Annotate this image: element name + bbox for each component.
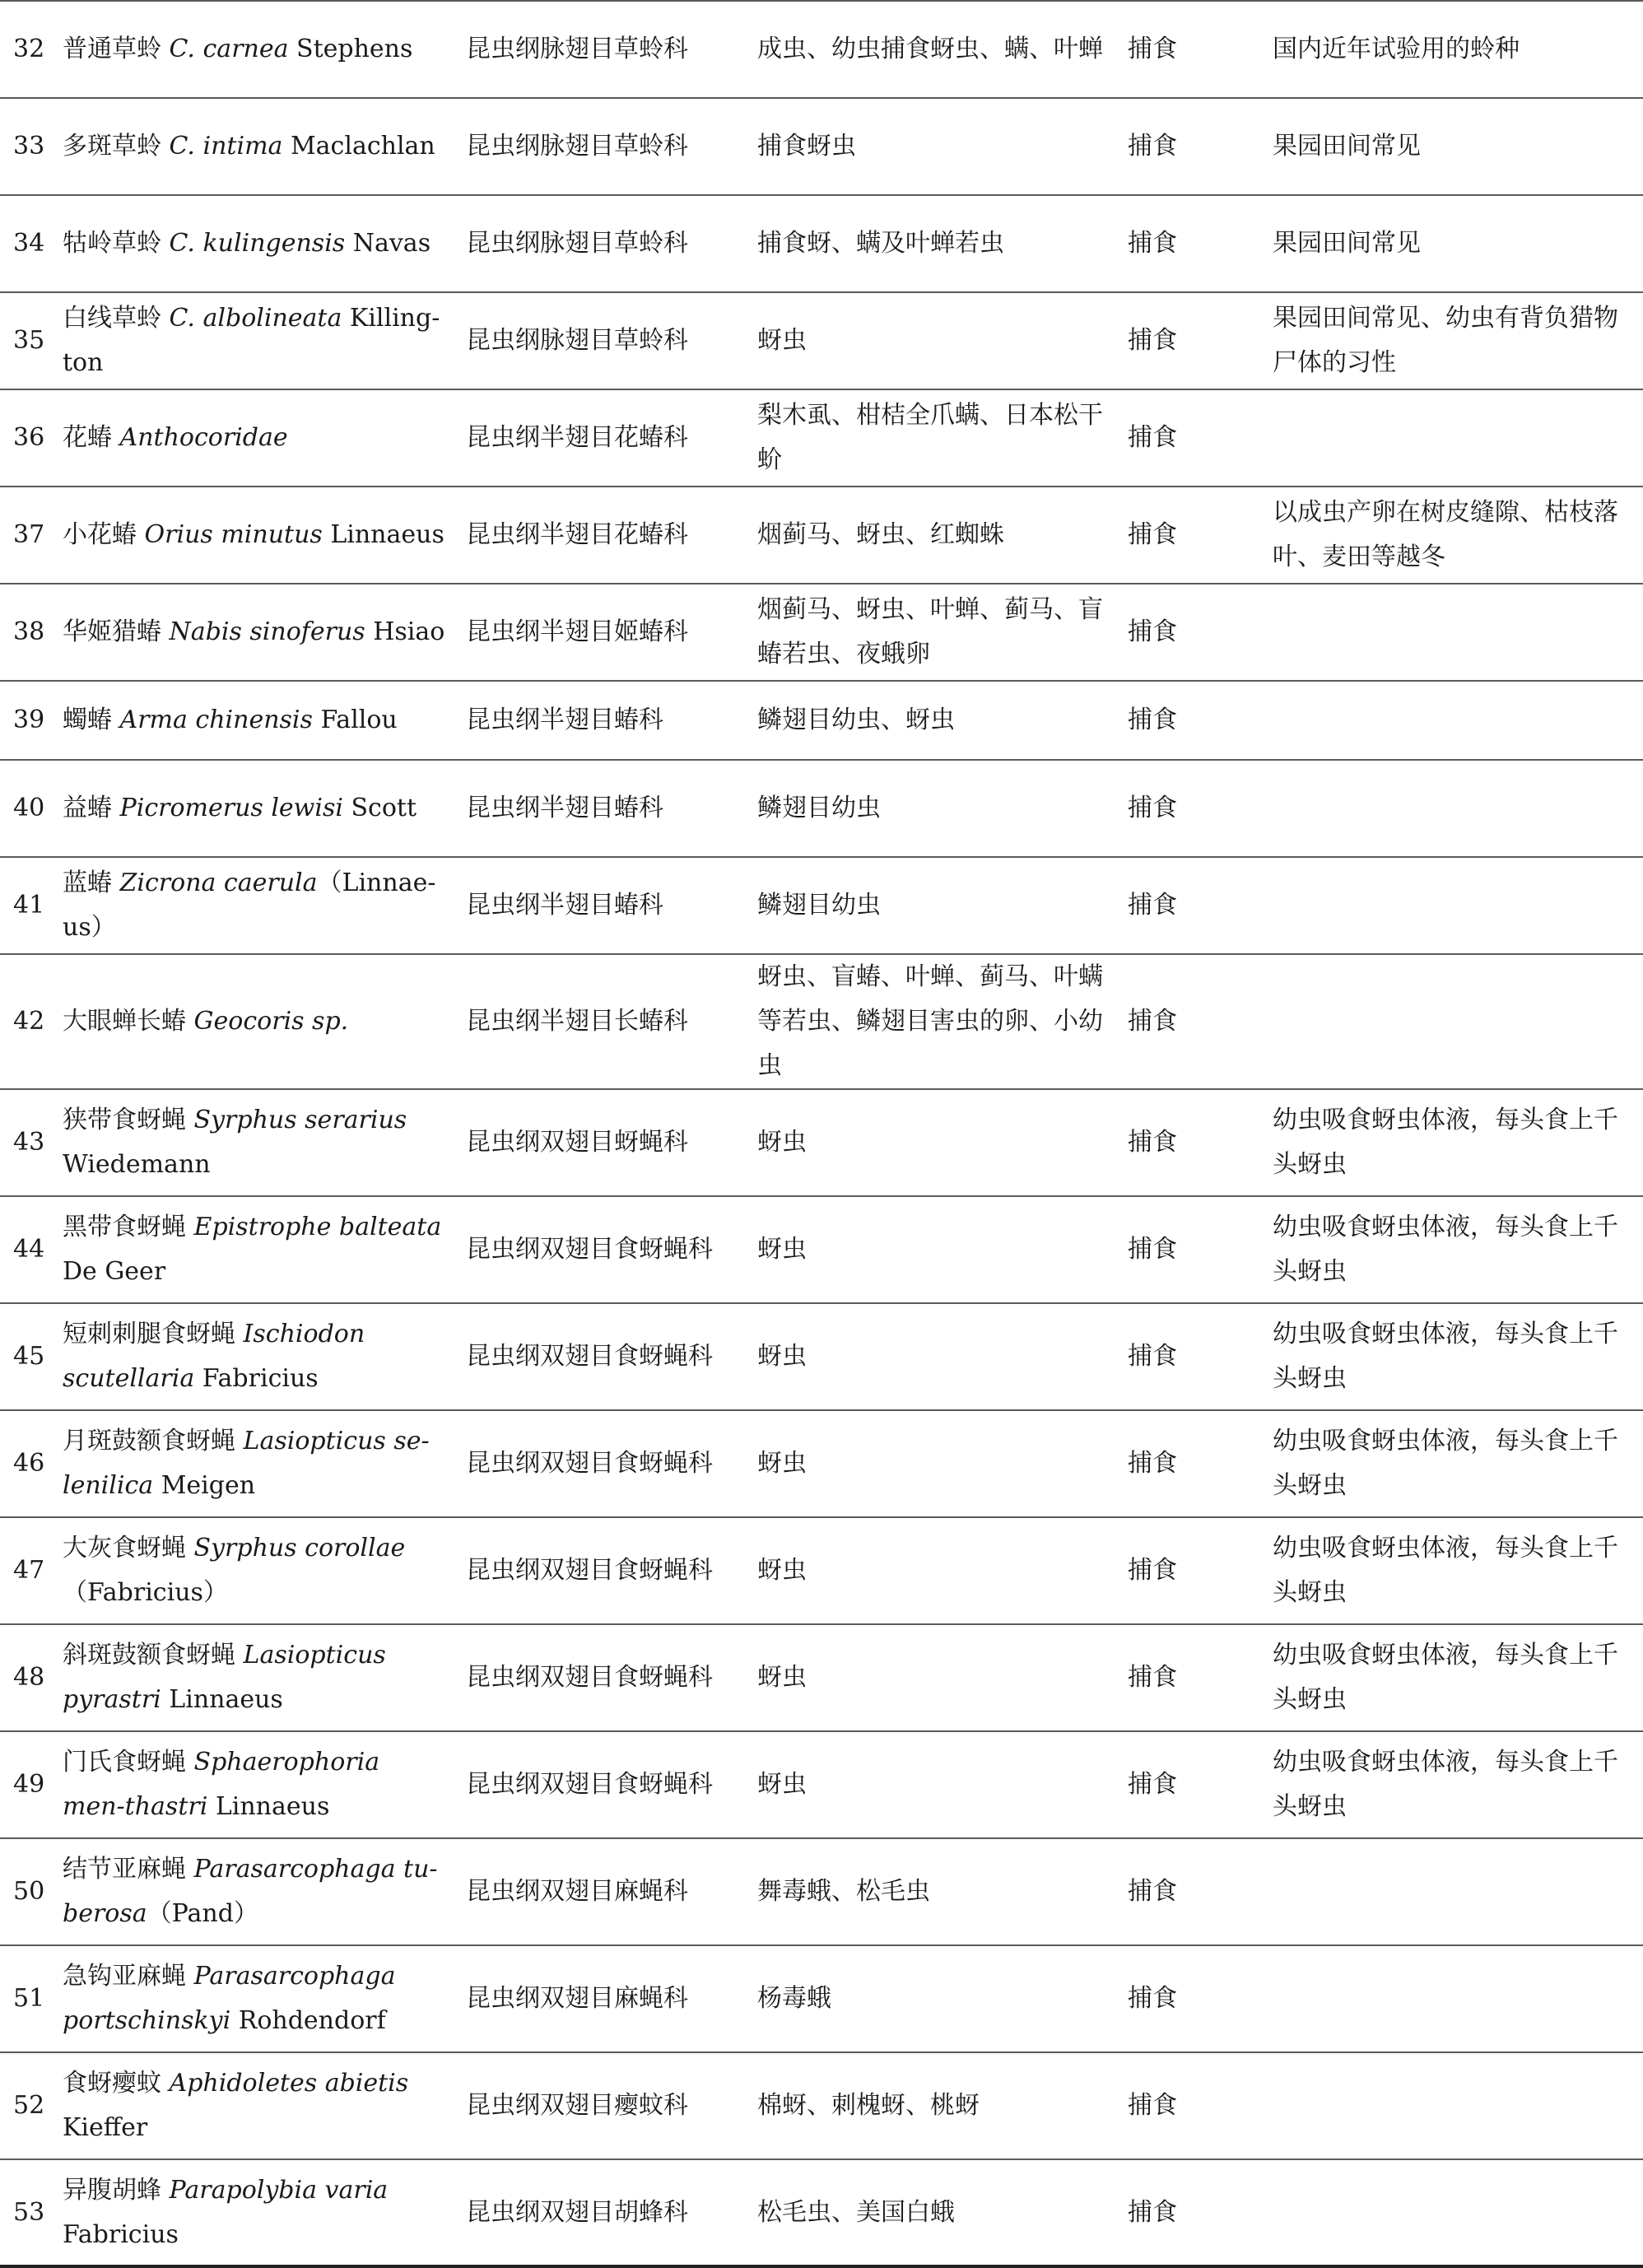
mode-cell: 捕食 <box>1128 487 1273 584</box>
species-author: Fabricius <box>63 2219 179 2249</box>
taxonomy-cell: 昆虫纲半翅目姬蝽科 <box>466 584 757 681</box>
prey-cell: 捕食蚜、螨及叶蝉若虫 <box>757 195 1128 292</box>
prey-cell: 松毛虫、美国白蛾 <box>757 2159 1128 2266</box>
note-cell: 幼虫吸食蚜虫体液，每头食上千头蚜虫 <box>1273 1517 1643 1624</box>
species-scientific-name: Nabis sinoferus <box>169 617 365 646</box>
mode-cell: 捕食 <box>1128 584 1273 681</box>
prey-cell: 成虫、幼虫捕食蚜虫、螨、叶蝉 <box>757 1 1128 98</box>
species-common-name: 食蚜瘿蚊 <box>63 2069 170 2098</box>
row-number: 39 <box>0 681 63 760</box>
table-row <box>0 1089 1643 1196</box>
taxonomy-cell: 昆虫纲双翅目蚜蝇科 <box>466 1089 757 1196</box>
species-common-name: 小花蝽 <box>63 520 145 549</box>
species-name-cell <box>63 760 466 857</box>
taxonomy-cell: 昆虫纲半翅目长蝽科 <box>466 954 757 1089</box>
species-author: Maclachlan <box>282 132 435 161</box>
species-name-cell <box>63 1731 466 1838</box>
note-cell: 幼虫吸食蚜虫体液，每头食上千头蚜虫 <box>1273 1731 1643 1838</box>
row-number: 42 <box>0 954 63 1089</box>
species-author: Fallou <box>312 706 398 734</box>
table-row <box>0 1196 1643 1303</box>
table-row <box>0 1 1643 98</box>
species-name-cell <box>63 1410 466 1517</box>
taxonomy-cell: 昆虫纲双翅目食蚜蝇科 <box>466 1196 757 1303</box>
table-row <box>0 98 1643 195</box>
note-cell <box>1273 857 1643 954</box>
prey-cell: 鳞翅目幼虫 <box>757 857 1128 954</box>
mode-cell: 捕食 <box>1128 1196 1273 1303</box>
row-number: 51 <box>0 1945 63 2052</box>
species-common-name: 普通草蛉 <box>63 35 170 63</box>
species-author: Fabricius <box>194 1364 319 1393</box>
species-common-name: 花蝽 <box>63 423 120 452</box>
taxonomy-cell: 昆虫纲双翅目瘿蚊科 <box>466 2052 757 2159</box>
species-common-name: 益蝽 <box>63 794 120 822</box>
species-scientific-name: C. intima <box>169 132 283 161</box>
species-common-name: 急钩亚麻蝇 <box>63 1962 194 1991</box>
species-name-cell <box>63 584 466 681</box>
species-scientific-name: Anthocoridae <box>119 423 288 452</box>
note-cell: 幼虫吸食蚜虫体液，每头食上千头蚜虫 <box>1273 1196 1643 1303</box>
taxonomy-cell: 昆虫纲双翅目食蚜蝇科 <box>466 1517 757 1624</box>
note-cell: 以成虫产卵在树皮缝隙、枯枝落叶、麦田等越冬 <box>1273 487 1643 584</box>
taxonomy-cell: 昆虫纲半翅目蝽科 <box>466 857 757 954</box>
species-name-cell <box>63 681 466 760</box>
taxonomy-cell: 昆虫纲双翅目食蚜蝇科 <box>466 1303 757 1410</box>
species-scientific-name: Epistrophe balteata <box>193 1213 442 1241</box>
taxonomy-cell: 昆虫纲双翅目食蚜蝇科 <box>466 1731 757 1838</box>
row-number: 53 <box>0 2159 63 2266</box>
taxonomy-cell: 昆虫纲脉翅目草蛉科 <box>466 292 757 389</box>
row-number: 45 <box>0 1303 63 1410</box>
prey-cell: 蚜虫 <box>757 1410 1128 1517</box>
species-common-name: 大眼蝉长蝽 <box>63 1007 194 1036</box>
taxonomy-cell: 昆虫纲半翅目蝽科 <box>466 681 757 760</box>
species-scientific-name: Lasiopticus pyrastri <box>63 1641 386 1714</box>
species-name-cell <box>63 1945 466 2052</box>
mode-cell: 捕食 <box>1128 1838 1273 1945</box>
prey-cell: 蚜虫 <box>757 1624 1128 1731</box>
table-row <box>0 954 1643 1089</box>
species-author: Killing-ton <box>63 304 440 377</box>
row-number: 34 <box>0 195 63 292</box>
table-row <box>0 389 1643 487</box>
mode-cell: 捕食 <box>1128 98 1273 195</box>
taxonomy-cell: 昆虫纲半翅目蝽科 <box>466 760 757 857</box>
species-name-cell <box>63 1303 466 1410</box>
note-cell <box>1273 2052 1643 2159</box>
prey-cell: 蚜虫 <box>757 1303 1128 1410</box>
mode-cell: 捕食 <box>1128 195 1273 292</box>
table-row <box>0 2052 1643 2159</box>
species-author: Kieffer <box>63 2113 148 2142</box>
mode-cell: 捕食 <box>1128 1731 1273 1838</box>
row-number: 52 <box>0 2052 63 2159</box>
species-name-cell <box>63 195 466 292</box>
species-common-name: 多斑草蛉 <box>63 132 170 161</box>
table-row <box>0 857 1643 954</box>
note-cell <box>1273 681 1643 760</box>
species-name-cell <box>63 954 466 1089</box>
species-author: Navas <box>345 229 431 258</box>
note-cell <box>1273 2159 1643 2266</box>
table-row <box>0 584 1643 681</box>
species-common-name: 短刺刺腿食蚜蝇 <box>63 1320 244 1348</box>
table-row <box>0 1303 1643 1410</box>
mode-cell: 捕食 <box>1128 681 1273 760</box>
table-row <box>0 292 1643 389</box>
species-scientific-name: Parasarcophaga tu-berosa <box>63 1855 438 1928</box>
row-number: 40 <box>0 760 63 857</box>
note-cell <box>1273 584 1643 681</box>
note-cell <box>1273 389 1643 487</box>
species-common-name: 白线草蛉 <box>63 304 170 333</box>
species-scientific-name: Parasarcophaga portschinskyi <box>63 1962 396 2035</box>
mode-cell: 捕食 <box>1128 857 1273 954</box>
mode-cell: 捕食 <box>1128 1624 1273 1731</box>
note-cell: 幼虫吸食蚜虫体液，每头食上千头蚜虫 <box>1273 1624 1643 1731</box>
row-number: 38 <box>0 584 63 681</box>
prey-cell: 蚜虫、盲蝽、叶蝉、蓟马、叶螨等若虫、鳞翅目害虫的卵、小幼虫 <box>757 954 1128 1089</box>
taxonomy-cell: 昆虫纲半翅目花蝽科 <box>466 487 757 584</box>
species-author: （Linnae-us） <box>63 869 436 942</box>
species-name-cell <box>63 1196 466 1303</box>
species-scientific-name: C. carnea <box>169 35 289 63</box>
species-common-name: 门氏食蚜蝇 <box>63 1748 194 1777</box>
species-common-name: 黑带食蚜蝇 <box>63 1213 194 1241</box>
table-row <box>0 1945 1643 2052</box>
prey-cell: 烟蓟马、蚜虫、叶蝉、蓟马、盲蝽若虫、夜蛾卵 <box>757 584 1128 681</box>
prey-cell: 鳞翅目幼虫 <box>757 760 1128 857</box>
species-author: Wiedemann <box>63 1150 211 1179</box>
species-scientific-name: Lasiopticus se-lenilica <box>63 1427 430 1500</box>
prey-cell: 舞毒蛾、松毛虫 <box>757 1838 1128 1945</box>
prey-cell: 棉蚜、刺槐蚜、桃蚜 <box>757 2052 1128 2159</box>
note-cell <box>1273 760 1643 857</box>
mode-cell: 捕食 <box>1128 1410 1273 1517</box>
species-author: Hsiao <box>365 617 445 646</box>
row-number: 37 <box>0 487 63 584</box>
note-cell: 果园田间常见 <box>1273 195 1643 292</box>
table-body <box>0 1 1643 2266</box>
species-common-name: 蓝蝽 <box>63 869 120 897</box>
row-number: 43 <box>0 1089 63 1196</box>
species-scientific-name: Ischiodon scutellaria <box>63 1320 365 1393</box>
species-scientific-name: Parapolybia varia <box>169 2175 389 2205</box>
table-row <box>0 681 1643 760</box>
note-cell: 幼虫吸食蚜虫体液，每头食上千头蚜虫 <box>1273 1303 1643 1410</box>
row-number: 32 <box>0 1 63 98</box>
row-number: 44 <box>0 1196 63 1303</box>
species-name-cell <box>63 1624 466 1731</box>
species-scientific-name: Syrphus serarius <box>193 1106 407 1134</box>
taxonomy-cell: 昆虫纲双翅目麻蝇科 <box>466 1945 757 2052</box>
species-scientific-name: C. albolineata <box>169 304 342 333</box>
mode-cell: 捕食 <box>1128 1 1273 98</box>
table-row <box>0 487 1643 584</box>
prey-cell: 烟蓟马、蚜虫、红蜘蛛 <box>757 487 1128 584</box>
mode-cell: 捕食 <box>1128 389 1273 487</box>
species-name-cell <box>63 2052 466 2159</box>
species-name-cell <box>63 1517 466 1624</box>
row-number: 49 <box>0 1731 63 1838</box>
taxonomy-cell: 昆虫纲双翅目食蚜蝇科 <box>466 1624 757 1731</box>
species-author: De Geer <box>63 1257 166 1286</box>
note-cell: 幼虫吸食蚜虫体液，每头食上千头蚜虫 <box>1273 1410 1643 1517</box>
species-author: Linnaeus <box>322 520 444 549</box>
mode-cell: 捕食 <box>1128 1517 1273 1624</box>
prey-cell: 梨木虱、柑桔全爪螨、日本松干蚧 <box>757 389 1128 487</box>
species-author: Scott <box>342 794 417 822</box>
species-scientific-name: Picromerus lewisi <box>119 794 343 822</box>
species-name-cell <box>63 389 466 487</box>
mode-cell: 捕食 <box>1128 954 1273 1089</box>
species-scientific-name: Sphaerophoria men-thastri <box>63 1748 380 1821</box>
species-scientific-name: Aphidoletes abietis <box>169 2069 409 2098</box>
note-cell <box>1273 1945 1643 2052</box>
species-author: Stephens <box>288 35 413 63</box>
species-scientific-name: Syrphus corollae <box>193 1534 406 1562</box>
table-row <box>0 1838 1643 1945</box>
species-name-cell <box>63 1 466 98</box>
note-cell: 国内近年试验用的蛉种 <box>1273 1 1643 98</box>
row-number: 33 <box>0 98 63 195</box>
species-author: （Pand） <box>147 1899 258 1928</box>
taxonomy-cell: 昆虫纲脉翅目草蛉科 <box>466 195 757 292</box>
table-row <box>0 1731 1643 1838</box>
species-name-cell <box>63 487 466 584</box>
species-name-cell <box>63 98 466 195</box>
species-common-name: 华姬猎蝽 <box>63 617 170 646</box>
species-common-name: 牯岭草蛉 <box>63 229 170 258</box>
note-cell <box>1273 954 1643 1089</box>
species-common-name: 狭带食蚜蝇 <box>63 1106 194 1134</box>
row-number: 46 <box>0 1410 63 1517</box>
note-cell: 果园田间常见 <box>1273 98 1643 195</box>
mode-cell: 捕食 <box>1128 2052 1273 2159</box>
species-author: （Fabricius） <box>63 1578 228 1607</box>
prey-cell: 蚜虫 <box>757 1196 1128 1303</box>
mode-cell: 捕食 <box>1128 1303 1273 1410</box>
mode-cell: 捕食 <box>1128 2159 1273 2266</box>
species-author: Meigen <box>153 1471 256 1500</box>
row-number: 47 <box>0 1517 63 1624</box>
row-number: 50 <box>0 1838 63 1945</box>
species-common-name: 蠋蝽 <box>63 706 120 734</box>
taxonomy-cell: 昆虫纲脉翅目草蛉科 <box>466 1 757 98</box>
mode-cell: 捕食 <box>1128 1089 1273 1196</box>
table-row <box>0 1410 1643 1517</box>
species-scientific-name: Orius minutus <box>144 520 323 549</box>
prey-cell: 鳞翅目幼虫、蚜虫 <box>757 681 1128 760</box>
row-number: 48 <box>0 1624 63 1731</box>
prey-cell: 蚜虫 <box>757 1517 1128 1624</box>
species-scientific-name: C. kulingensis <box>169 229 346 258</box>
species-author: Rohdendorf <box>230 2006 386 2035</box>
row-number: 36 <box>0 389 63 487</box>
species-author: Linnaeus <box>207 1792 330 1821</box>
species-scientific-name: Zicrona caerula <box>119 869 318 897</box>
species-name-cell <box>63 2159 466 2266</box>
species-scientific-name: Geocoris sp. <box>193 1007 349 1036</box>
table-row <box>0 195 1643 292</box>
species-name-cell <box>63 292 466 389</box>
row-number: 35 <box>0 292 63 389</box>
table-row <box>0 760 1643 857</box>
table-row <box>0 1624 1643 1731</box>
prey-cell: 蚜虫 <box>757 1089 1128 1196</box>
mode-cell: 捕食 <box>1128 760 1273 857</box>
table-row <box>0 1517 1643 1624</box>
species-common-name: 异腹胡蜂 <box>63 2175 170 2205</box>
table-row <box>0 2159 1643 2266</box>
species-common-name: 月斑鼓额食蚜蝇 <box>63 1427 244 1455</box>
taxonomy-cell: 昆虫纲脉翅目草蛉科 <box>466 98 757 195</box>
prey-cell: 杨毒蛾 <box>757 1945 1128 2052</box>
mode-cell: 捕食 <box>1128 292 1273 389</box>
note-cell: 果园田间常见、幼虫有背负猎物尸体的习性 <box>1273 292 1643 389</box>
row-number: 41 <box>0 857 63 954</box>
species-name-cell <box>63 1089 466 1196</box>
prey-cell: 蚜虫 <box>757 1731 1128 1838</box>
species-common-name: 结节亚麻蝇 <box>63 1855 194 1884</box>
species-common-name: 斜斑鼓额食蚜蝇 <box>63 1641 244 1670</box>
taxonomy-cell: 昆虫纲双翅目食蚜蝇科 <box>466 1410 757 1517</box>
species-scientific-name: Arma chinensis <box>119 706 313 734</box>
species-name-cell <box>63 857 466 954</box>
note-cell <box>1273 1838 1643 1945</box>
species-name-cell <box>63 1838 466 1945</box>
species-author: Linnaeus <box>161 1685 283 1714</box>
taxonomy-cell: 昆虫纲双翅目麻蝇科 <box>466 1838 757 1945</box>
taxonomy-cell: 昆虫纲双翅目胡蜂科 <box>466 2159 757 2266</box>
note-cell: 幼虫吸食蚜虫体液，每头食上千头蚜虫 <box>1273 1089 1643 1196</box>
species-common-name: 大灰食蚜蝇 <box>63 1534 194 1562</box>
mode-cell: 捕食 <box>1128 1945 1273 2052</box>
taxonomy-cell: 昆虫纲半翅目花蝽科 <box>466 389 757 487</box>
prey-cell: 捕食蚜虫 <box>757 98 1128 195</box>
prey-cell: 蚜虫 <box>757 292 1128 389</box>
